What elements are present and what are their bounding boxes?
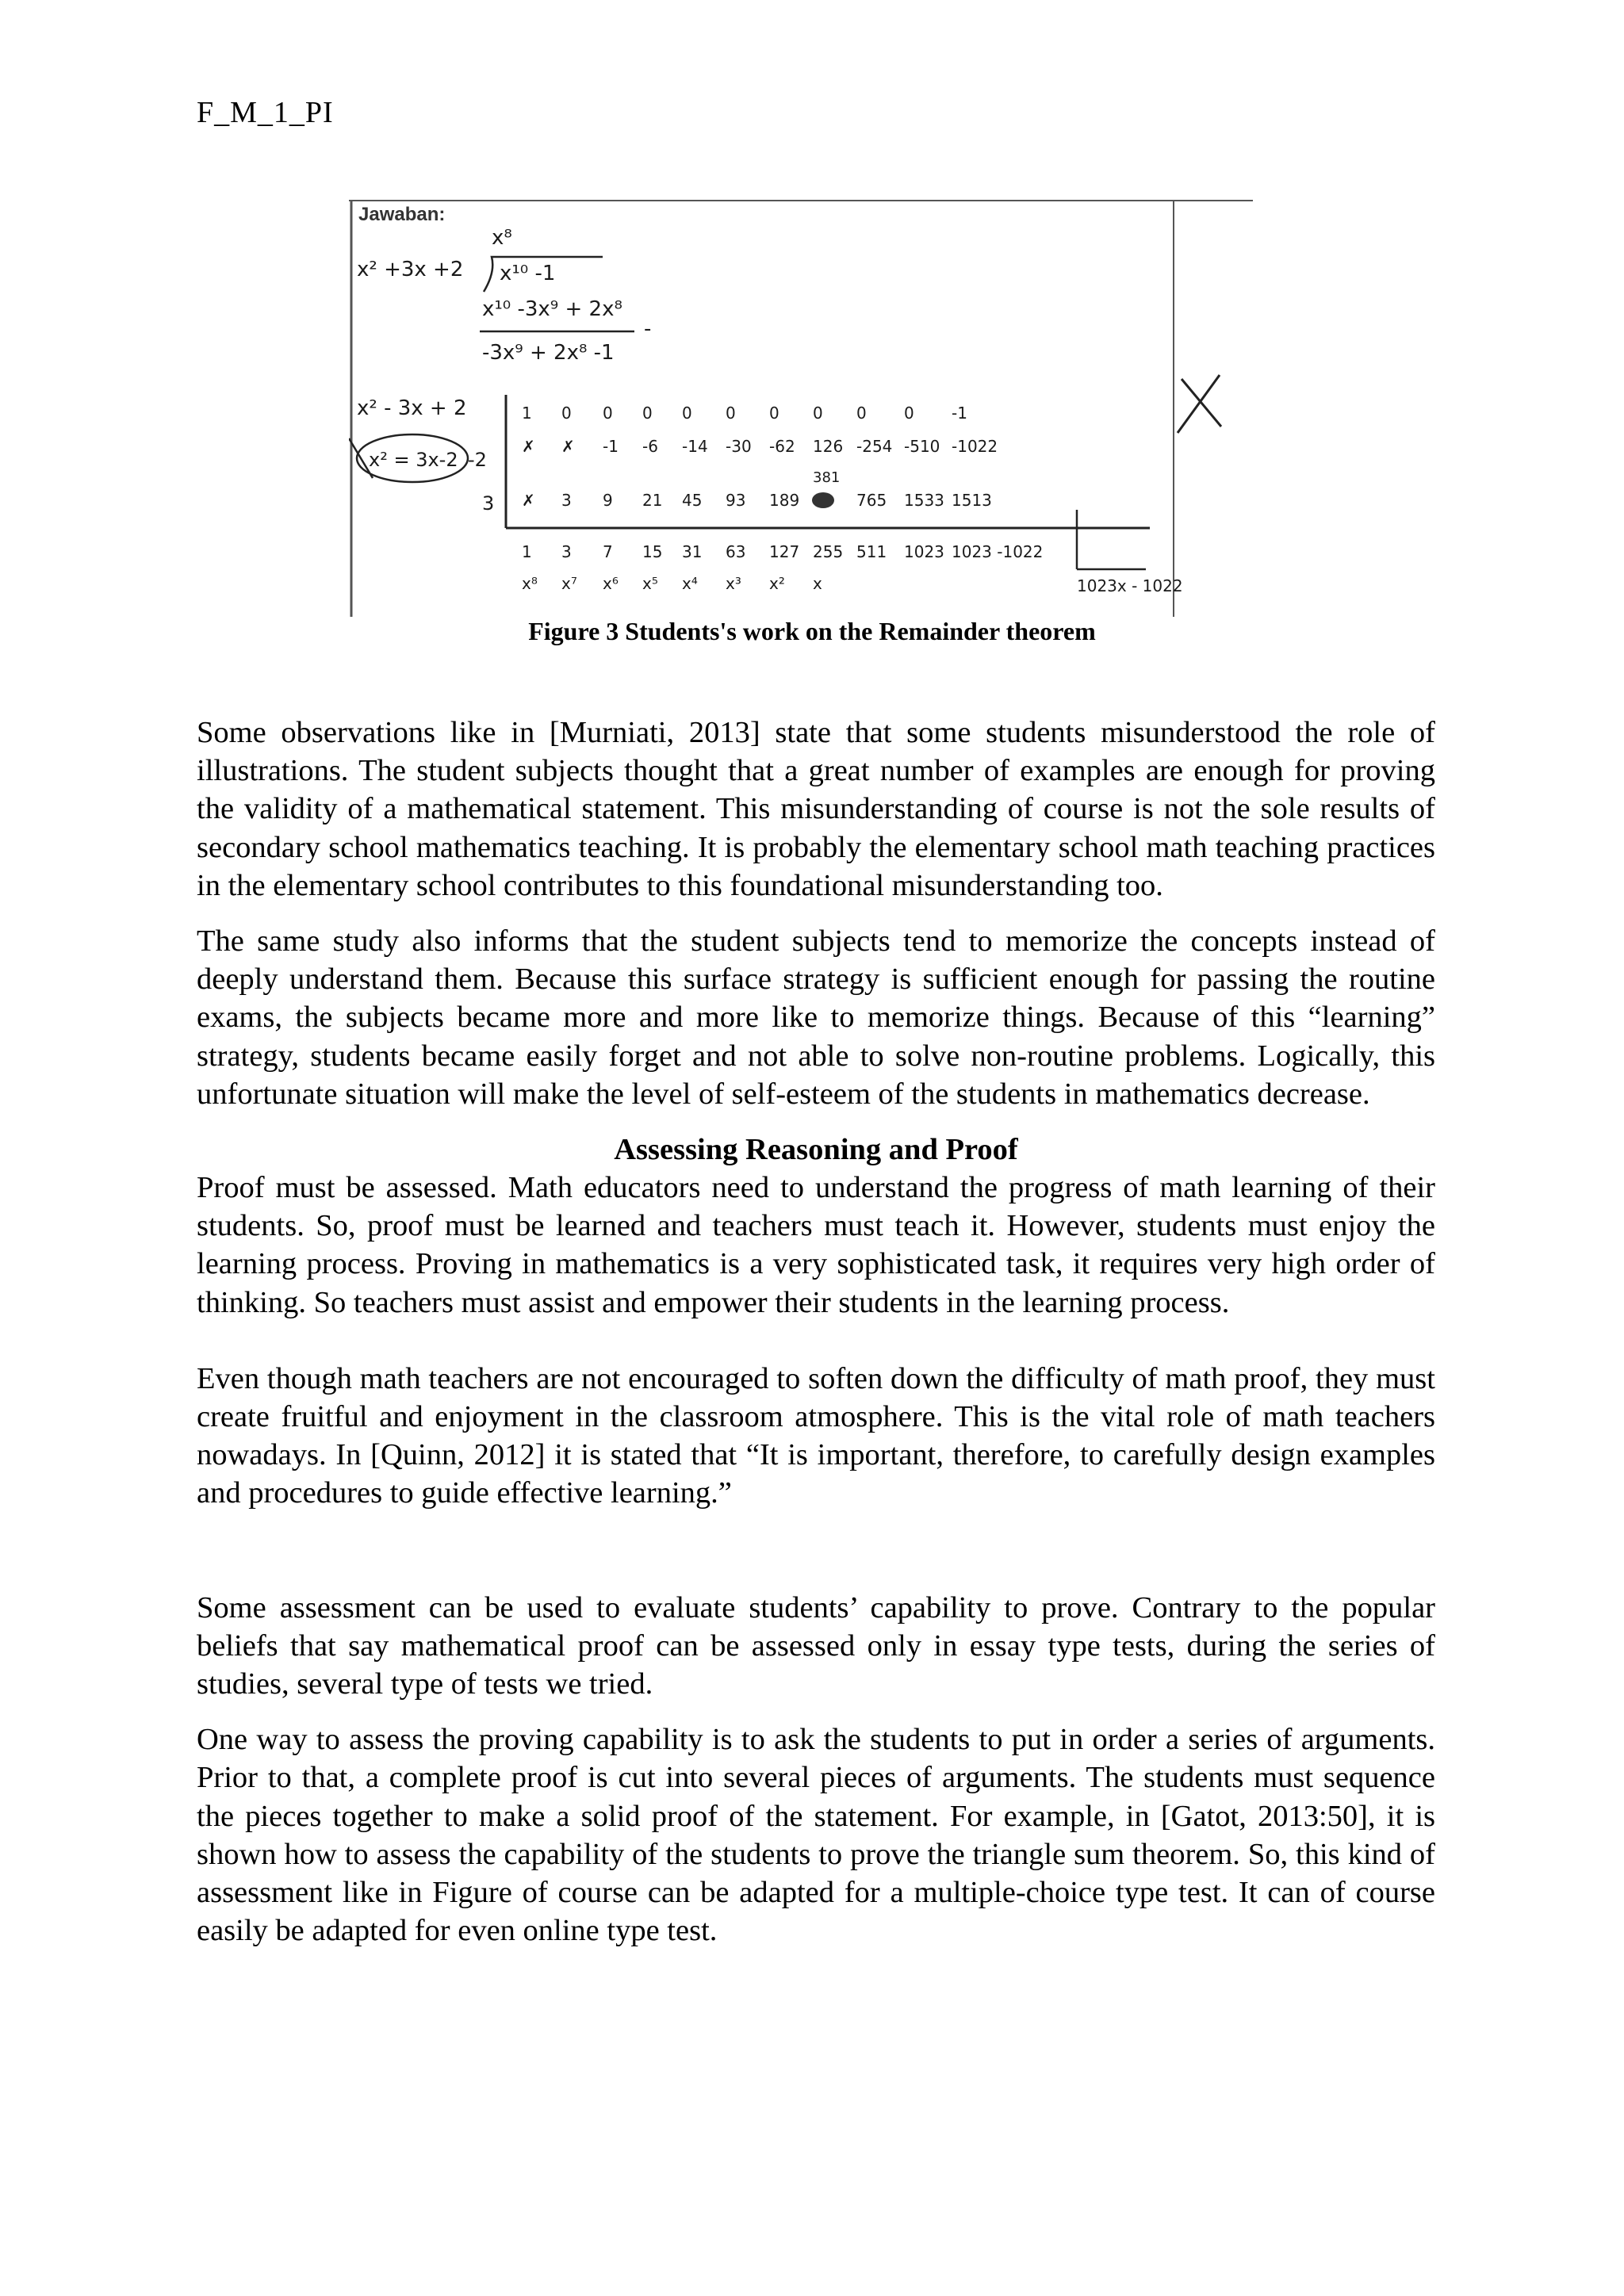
step1-text: x¹⁰ -3x⁹ + 2x⁸ [482,297,622,321]
neg2-row-cell-5: -30 [726,437,752,456]
row3-cell-10: 1513 [952,491,992,510]
top-row-cell-4: 0 [682,404,692,423]
divisor-text: x² +3x +2 [357,258,464,281]
row3-cell-4: 45 [682,491,703,510]
neg2-row-cell-3: -6 [642,437,658,456]
power-row-cell-5: x³ [726,574,741,593]
result-row-cell-2: 7 [603,542,613,561]
answer-label: Jawaban: [358,204,446,225]
result-row-cell-6: 127 [769,542,800,561]
neg2-row-cell-7: 126 [813,437,844,456]
power-row-cell-1: x⁷ [561,574,577,593]
top-row-cell-6: 0 [769,404,779,423]
power-row-cell-0: x⁸ [522,574,538,593]
synthetic-rows [522,404,1043,593]
row3-cell-5: 93 [726,491,746,510]
top-row-cell-10: -1 [952,404,967,423]
neg2-row-cell-0: ✗ [522,437,535,456]
neg2-row-cell-1: ✗ [561,437,575,456]
result-row-cell-5: 63 [726,542,746,561]
neg2-row-cell-10: -1022 [952,437,998,456]
page-header-code: F_M_1_PI [197,96,334,129]
paragraph-4: Even though math teachers are not encouraged to soften down the difficulty of math proof, they must create fruitful and enjoyment in the classroom atmosphere. This is the vital role of math teachers nowadays. In [Quinn, 2012] it is stated that “It is important, therefore, to carefully design examples and procedures to guide effective learning.” [197,1361,1435,1510]
paragraph-3: Proof must be assessed. Math educators need to understand the progress of math learning of their students. So, proof must be learned and teachers must teach it. However, students must enjoy the learning process. Proving in mathematics is a very sophisticated task, it requires very high order of thinking. So teachers must assist and empower their students in the learning process. [197,1171,1435,1319]
quotient-text: x⁸ [492,226,512,250]
result-row-cell-8: 511 [856,542,887,561]
result-row-cell-4: 31 [682,542,703,561]
body-text [197,714,1435,1950]
section-heading: Assessing Reasoning and Proof [614,1133,1018,1167]
row3-cell-6: 189 [769,491,800,510]
row-label-neg2: -2 [468,449,487,471]
paragraph-2: The same study also informs that the student subjects tend to memorize the concepts instead of deeply understand them. Because this surface strategy is sufficient enough for passing the routine exams, the subjects became more and more like to memorize things. Because of this “learning” strategy, students became easily forget and not able to solve non-routine problems. Logically, this unfortunate situation will make the level of self-esteem of the students in mathematics decrease. [197,924,1435,1111]
figure-caption: Figure 3 Students's work on the Remainder theorem [528,617,1096,645]
top-row-cell-8: 0 [856,404,867,423]
extra-value: 381 [813,469,841,486]
row3-cell-3: 21 [642,491,663,510]
circled-text: x² = 3x-2 [369,449,458,471]
neg2-row-cell-8: -254 [856,437,893,456]
final-answer: 1023x - 1022 [1077,576,1183,595]
handwritten-work-image [349,197,1253,617]
power-row-cell-6: x² [769,574,785,593]
paragraph-1: Some observations like in [Murniati, 2013] state that some students misunderstood the role of illustrations. The student subjects thought that a great number of examples are enough for proving the validity of a mathematical statement. This misunderstanding of course is not the sole results of secondary school mathematics teaching. It is probably the elementary school math teaching practices in the elementary school contributes to this foundational misunderstanding too. [197,716,1435,902]
top-row-cell-2: 0 [603,404,613,423]
paragraph-5: Some assessment can be used to evaluate students’ capability to prove. Contrary to the popular beliefs that say mathematical proof can be assessed only in essay type tests, during the series of studies, several type of tests we tried. [197,1590,1435,1701]
result-row-cell-10: 1023 -1022 [952,542,1044,561]
power-row-cell-3: x⁵ [642,574,658,593]
step2-text: -3x⁹ + 2x⁸ -1 [482,341,615,365]
neg2-row-cell-9: -510 [904,437,940,456]
neg2-row-cell-6: -62 [769,437,795,456]
power-row-cell-2: x⁶ [603,574,619,593]
neg2-row-cell-4: -14 [682,437,708,456]
row-label-3: 3 [482,492,495,515]
ink-blot [812,492,834,508]
top-row-cell-5: 0 [726,404,736,423]
row3-cell-9: 1533 [904,491,944,510]
power-row-cell-7: x [813,574,822,593]
result-row-cell-0: 1 [522,542,532,561]
minus-sign: - [644,317,652,341]
result-row-cell-1: 3 [561,542,572,561]
top-row-cell-0: 1 [522,404,532,423]
result-row-cell-7: 255 [813,542,844,561]
row3-cell-2: 9 [603,491,613,510]
row3-cell-8: 765 [856,491,887,510]
top-row-cell-1: 0 [561,404,572,423]
top-row-cell-3: 0 [642,404,653,423]
top-row-cell-9: 0 [904,404,914,423]
paragraph-6: One way to assess the proving capability is to ask the students to put in order a series of arguments. Prior to that, a complete proof is cut into several pieces of arguments. The students must sequence the pieces together to make a solid proof of the statement. For example, in [Gatot, 2013:50], it is shown how to assess the capability of the students to prove the triangle sum theorem. So, this kind of assessment like in Figure of course can be adapted for a multiple-choice type test. It can of course easily be adapted for even online type test. [197,1723,1435,1948]
row3-cell-1: 3 [561,491,572,510]
top-row-cell-7: 0 [813,404,823,423]
result-row-cell-9: 1023 [904,542,944,561]
result-row-cell-3: 15 [642,542,663,561]
student-work-figure [349,197,1253,617]
neg2-row-cell-2: -1 [603,437,619,456]
power-row-cell-4: x⁴ [682,574,698,593]
row3-cell-0: ✗ [522,491,535,510]
dividend-text: x¹⁰ -1 [500,262,556,285]
factor-text: x² - 3x + 2 [357,396,467,420]
